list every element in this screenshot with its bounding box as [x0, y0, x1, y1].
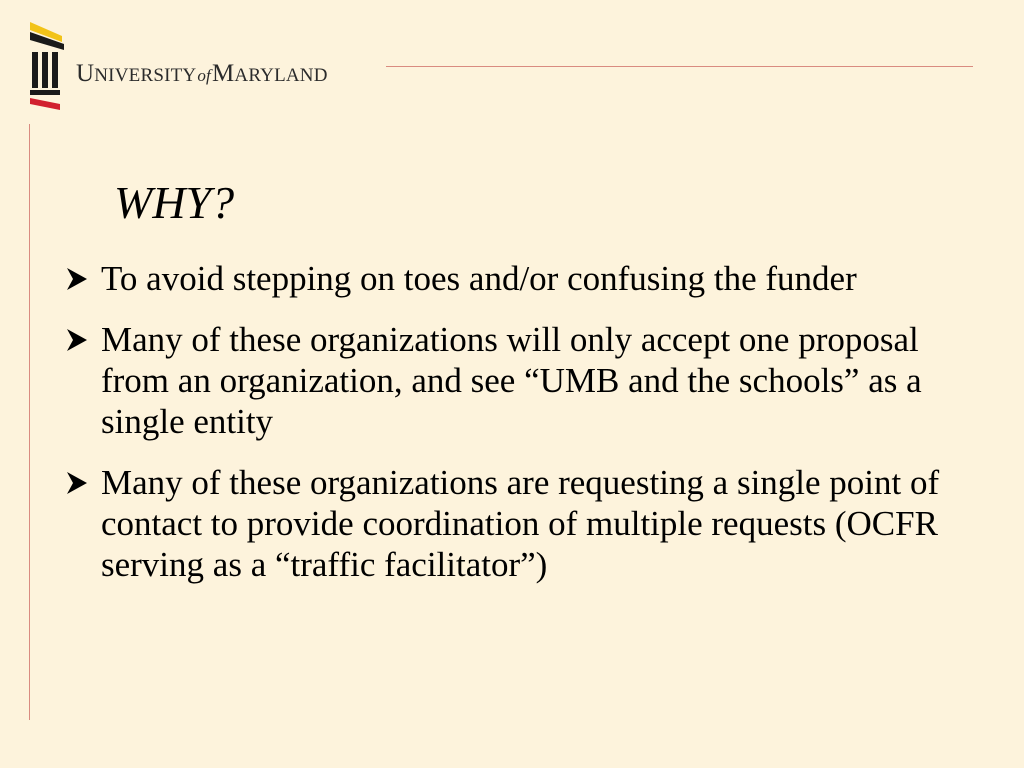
university-wordmark: [76, 60, 328, 90]
arrowhead-bullet-icon: [64, 470, 90, 496]
slide-title: WHY?: [114, 177, 235, 228]
header-divider: [386, 66, 973, 67]
university-logo-icon: [26, 18, 70, 112]
arrowhead-bullet-icon: [64, 327, 90, 353]
bullet-list: [64, 258, 964, 605]
wordmark-maryland: ARYLAND: [234, 65, 328, 86]
bullet-text: To avoid stepping on toes and/or confusing the funder: [101, 259, 857, 298]
wordmark-of: of: [197, 66, 211, 85]
list-item: [64, 319, 964, 442]
list-item: [64, 258, 964, 299]
bullet-text: Many of these organizations will only accept one proposal from an organization, and see “UMB and the schools” as a single entity: [101, 320, 922, 441]
bullet-text: Many of these organizations are requesting a single point of contact to provide coordination of multiple requests (OCFR serving as a “traffic facilitator”): [101, 463, 940, 584]
wordmark-m: M: [211, 60, 235, 87]
arrowhead-bullet-icon: [64, 266, 90, 292]
list-item: [64, 462, 964, 585]
wordmark-u: U: [76, 60, 95, 87]
side-divider: [29, 124, 30, 720]
wordmark-university: NIVERSITY: [94, 65, 197, 86]
